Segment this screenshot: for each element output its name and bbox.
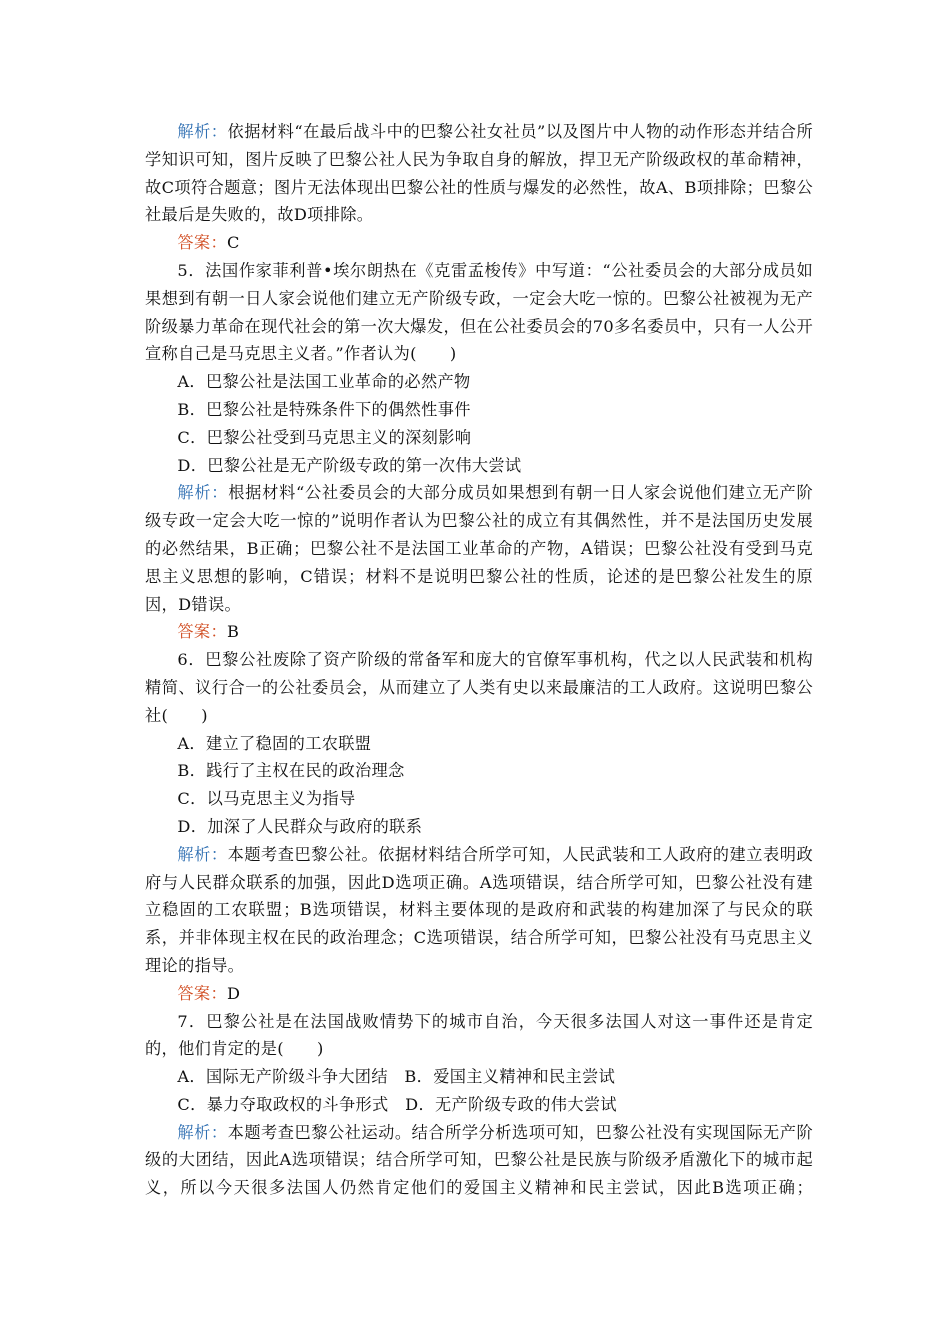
answer-value: B [227,622,240,642]
answer-line [145,229,813,257]
answer-value: D [227,983,241,1003]
analysis-text: 本题考查巴黎公社。依据材料结合所学可知，人民武装和工人政府的建立表明政府与人民群众联系的加强，因此D选项正确。A选项错误，结合所学可知，巴黎公社没有建立稳固的工农联盟；B选项错误，材料主要体现的是政府和武装的构建加深了与民众的联系，并非体现主权在民的政治理念；C选项错误，结合所学可知，巴黎公社没有马克思主义理论的指导。 [145,844,813,975]
answer-value: C [227,233,240,253]
question-6-option-c: C．以马克思主义为指导 [177,789,356,809]
analysis-paragraph [145,1119,813,1202]
question-5-option-c: C．巴黎公社受到马克思主义的深刻影响 [177,427,472,447]
question-5-option-a: A．巴黎公社是法国工业革命的必然产物 [177,372,471,392]
question-6-option-d: D．加深了人民群众与政府的联系 [177,816,423,836]
question-5: 5．法国作家菲利普•埃尔朗热在《克雷孟梭传》中写道：“公社委员会的大部分成员如果想到有朝一日人家会说他们建立无产阶级专政，一定会大吃一惊的。巴黎公社被视为无产阶级暴力革命在现代社会的第一次大爆发，但在公社委员会的70多名委员中，只有一人公开宣称自己是马克思主义者。”作者认为( ) [145,260,813,364]
question-6: 6．巴黎公社废除了资产阶级的常备军和庞大的官僚军事机构，代之以人民武装和机构精简、议行合一的公社委员会，从而建立了人类有史以来最廉洁的工人政府。这说明巴黎公社( ) [145,650,813,725]
analysis-label: 解析： [177,122,228,141]
document-page [145,118,813,1202]
answer-label: 答案： [177,622,228,642]
question-7-options-cd: C．暴力夺取政权的斗争形式 D．无产阶级专政的伟大尝试 [177,1094,617,1114]
question-5-option-d: D．巴黎公社是无产阶级专政的第一次伟大尝试 [177,455,522,475]
analysis-label: 解析： [177,844,228,864]
analysis-label: 解析： [177,1122,228,1142]
answer-line [145,618,813,646]
analysis-text: 根据材料“公社委员会的大部分成员如果想到有朝一日人家会说他们建立无产阶级专政一定会大吃一惊的”说明作者认为巴黎公社的成立有其偶然性，并不是法国历史发展的必然结果，B正确；巴黎公社不是法国工业革命的产物，A错误；巴黎公社没有受到马克思主义思想的影响，C错误；材料不是说明巴黎公社的性质，论述的是巴黎公社发生的原因，D错误。 [145,483,813,614]
analysis-text: 依据材料“在最后战斗中的巴黎公社女社员”以及图片中人物的动作形态并结合所学知识可知，图片反映了巴黎公社人民为争取自身的解放，捍卫无产阶级政权的革命精神，故C项符合题意；图片无法体现出巴黎公社的性质与爆发的必然性，故A、B项排除；巴黎公社最后是失败的，故D项排除。 [145,122,813,225]
question-6-option-a: A．建立了稳固的工农联盟 [177,733,372,753]
question-6-option-b: B．践行了主权在民的政治理念 [177,761,405,781]
analysis-label: 解析： [177,483,229,503]
question-5-option-b: B．巴黎公社是特殊条件下的偶然性事件 [177,399,471,419]
analysis-paragraph [145,479,813,618]
analysis-paragraph [145,118,813,229]
answer-label: 答案： [177,233,228,253]
question-7: 7．巴黎公社是在法国战败情势下的城市自治，今天很多法国人对这一事件还是肯定的，他们肯定的是( ) [145,1011,813,1059]
question-7-options-ab: A．国际无产阶级斗争大团结 B．爱国主义精神和民主尝试 [177,1067,616,1087]
answer-label: 答案： [177,983,228,1003]
analysis-text: 本题考查巴黎公社运动。结合所学分析选项可知，巴黎公社没有实现国际无产阶级的大团结，因此A选项错误；结合所学可知，巴黎公社是民族与阶级矛盾激化下的城市起义，所以今天很多法国人仍然肯定他们的爱国主义精神和民主尝试，因此B选项正确； [145,1122,813,1198]
analysis-paragraph [145,841,813,980]
answer-line [145,980,813,1008]
